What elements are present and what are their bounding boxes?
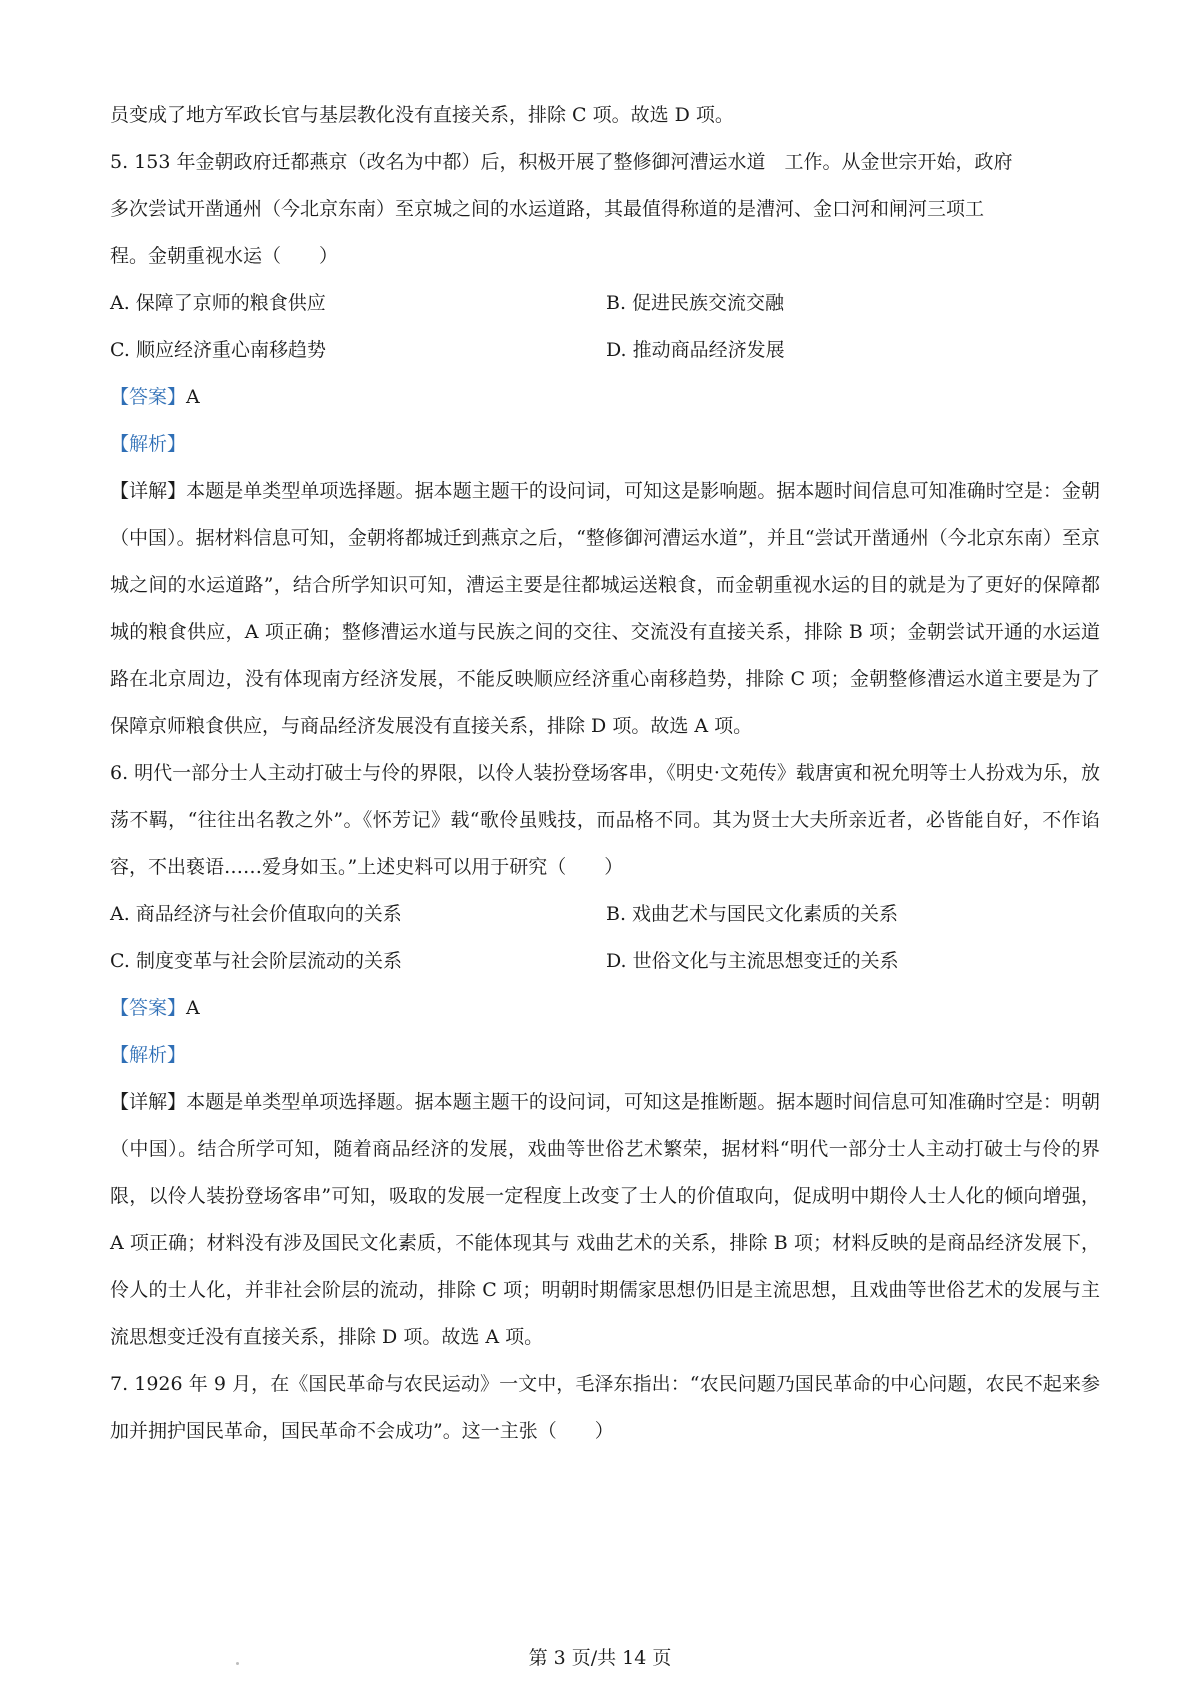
- question-6-option-a: A. 商品经济与社会价值取向的关系: [110, 903, 402, 925]
- page-footer: 第 3 页/共 14 页: [528, 1647, 672, 1669]
- question-6-option-b: B. 戏曲艺术与国民文化素质的关系: [606, 903, 899, 925]
- detail-text: 本题是单类型单项选择题。据本题主题干的设问词，可知这是推断题。据本题时间信息可知准确时空是：明朝（中国）。结合所学可知，随着商品经济的发展，戏曲等世俗艺术繁荣，据材料“明代一部分士人主动打破士与伶的界限，以伶人装扮登场客串”可知，吸取的发展一定程度上改变了士人的价值取向，促成明中期伶人士人化的倾向增强，A 项正确；材料没有涉及国民文化素质，不能体现其与 戏曲艺术的关系，排除 B 项；材料反映的是商品经济发展下，伶人的士人化，并非社会阶层的流动，排除 C 项；明朝时期儒家思想仍旧是主流思想，且戏曲等世俗艺术的发展与主流思想变迁没有直接关系，排除 D 项。故选 A 项。: [110, 1091, 1100, 1348]
- analysis-label: 【解析】: [110, 1044, 187, 1066]
- question-7: [110, 1361, 1100, 1455]
- question-6: [110, 750, 1100, 1361]
- question-5-option-a: A. 保障了京师的粮食供应: [110, 292, 326, 314]
- question-5-options-row-2: [110, 327, 1100, 374]
- question-6-answer: [110, 985, 1100, 1032]
- question-5-answer: [110, 374, 1100, 421]
- question-5-options-row-1: [110, 280, 1100, 327]
- answer-value: A: [186, 386, 200, 408]
- question-5-stem-line-3: 程。金朝重视水运（ ）: [110, 245, 339, 267]
- question-6-analysis: [110, 1032, 1100, 1079]
- analysis-label: 【解析】: [110, 433, 187, 455]
- question-5-stem-line-1: 5. 153 年金朝政府迁都燕京（改名为中都）后，积极开展了整修御河漕运水道 工作。从金世宗开始，政府: [110, 151, 1013, 173]
- question-6-option-d: D. 世俗文化与主流思想变迁的关系: [606, 950, 899, 972]
- question-6-options-row-1: [110, 891, 1100, 938]
- question-7-stem: 7. 1926 年 9 月，在《国民革命与农民运动》一文中，毛泽东指出：“农民问题乃国民革命的中心问题，农民不起来参加并拥护国民革命，国民革命不会成功”。这一主张（ ）: [110, 1373, 1100, 1442]
- question-6-option-c: C. 制度变革与社会阶层流动的关系: [110, 950, 402, 972]
- question-6-stem: 6. 明代一部分士人主动打破士与伶的界限，以伶人装扮登场客串，《明史·文苑传》载唐寅和祝允明等士人扮戏为乐，放荡不羁，“往往出名教之外”。《怀芳记》载“歌伶虽贱技，而品格不同。其为贤士大夫所亲近者，必皆能自好，不作谄容，不出亵语……爱身如玉。”上述史料可以用于研究（ ）: [110, 762, 1100, 878]
- question-5-option-d: D. 推动商品经济发展: [606, 339, 785, 361]
- detail-text: 本题是单类型单项选择题。据本题主题干的设问词，可知这是影响题。据本题时间信息可知准确时空是：金朝（中国）。据材料信息可知，金朝将都城迁到燕京之后，“整修御河漕运水道”，并且“尝试开凿通州（今北京东南）至京城之间的水运道路”，结合所学知识可知，漕运主要是往都城运送粮食，而金朝重视水运的目的就是为了更好的保障都城的粮食供应，A 项正确；整修漕运水道与民族之间的交往、交流没有直接关系，排除 B 项；金朝尝试开通的水运道路在北京周边，没有体现南方经济发展，不能反映顺应经济重心南移趋势，排除 C 项；金朝整修漕运水道主要是为了保障京师粮食供应，与商品经济发展没有直接关系，排除 D 项。故选 A 项。: [110, 480, 1100, 737]
- answer-label: 【答案】: [110, 997, 187, 1019]
- detail-label: 【详解】: [110, 1091, 187, 1113]
- answer-value: A: [186, 997, 200, 1019]
- question-5-option-c: C. 顺应经济重心南移趋势: [110, 339, 326, 361]
- question-5-analysis: [110, 421, 1100, 468]
- question-5-stem-line-2: 多次尝试开凿通州（今北京东南）至京城之间的水运道路，其最值得称道的是漕河、金口河和闸河三项工: [110, 198, 985, 220]
- carry-over-text: 员变成了地方军政长官与基层教化没有直接关系，排除 C 项。故选 D 项。: [110, 104, 734, 126]
- question-6-options-row-2: [110, 938, 1100, 985]
- answer-label: 【答案】: [110, 386, 187, 408]
- question-5: [110, 139, 1100, 750]
- question-5-detail: [110, 468, 1100, 750]
- question-5-option-b: B. 促进民族交流交融: [606, 292, 785, 314]
- detail-label: 【详解】: [110, 480, 187, 502]
- question-6-detail: [110, 1079, 1100, 1361]
- document-page: [110, 92, 1100, 1455]
